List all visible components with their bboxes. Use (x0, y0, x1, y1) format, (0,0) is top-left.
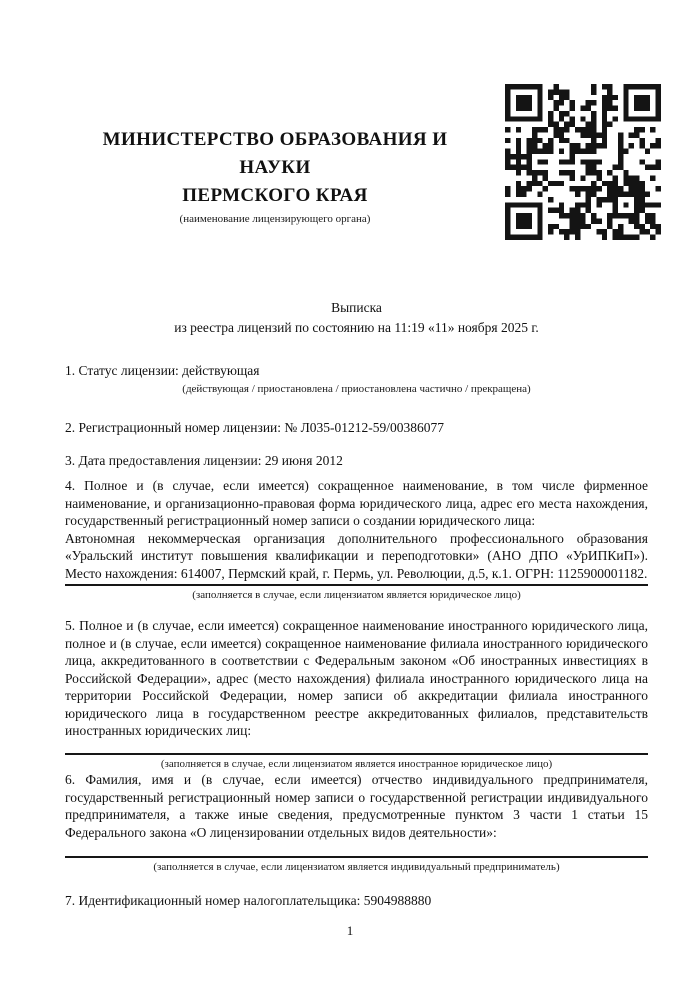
taxpayer-number-section (65, 892, 648, 910)
page-number: 1 (346, 923, 354, 938)
license-number-section (65, 419, 648, 437)
license-status-text: 1. Статус лицензии: действующая (65, 363, 260, 378)
license-date-section (65, 452, 648, 470)
entrepreneur-note: (заполняется в случае, если лицензиатом является индивидуальный предприниматель) (153, 861, 560, 873)
legal-entity-section (65, 477, 648, 602)
foreign-entity-heading: 5. Полное и (в случае, если имеется) сокращенное наименование иностранного юридического лица, полное и (в случае, если имеется) сокращенное наименование филиала иностранного юридического лица, аккредитованного в соответствии с Федеральным законом «Об иностранных инвестициях в Российской Федерации», адрес (место нахождения) филиала иностранного юридического лица на территории Российской Федерации, номер записи об аккредитации филиала иностранного юридического лица в государственном реестре аккредитованных филиалов, представительств иностранных юридических лиц: (65, 618, 648, 738)
foreign-entity-section (65, 617, 648, 771)
ministry-name-line2: ПЕРМСКОГО КРАЯ (182, 185, 368, 206)
legal-entity-value: Автономная некоммерческая организация дополнительного профессионального образования «Уральский институт повышения квалификации и переподготовки» (АНО ДПО «УрИПКиП»). Место нахождения: 614007, Пермский край, г. Пермь, ул. Революции, д.5, к.1. ОГРН: 1125900001182. (65, 530, 648, 581)
foreign-entity-note: (заполняется в случае, если лицензиатом является иностранное юридическое лицо) (160, 757, 553, 770)
licensing-authority-caption: (наименование лицензирующего органа) (179, 213, 371, 225)
document-title-line1: Выписка (331, 300, 382, 315)
entrepreneur-heading: 6. Фамилия, имя и (в случае, если имеется) отчество индивидуального предпринимателя, государственный регистрационный номер записи о государственной регистрации индивидуального предпринимателя, а также иные сведения, предусмотренные пунктом 3 части 1 статьи 15 Федерального закона «О лицензировании отдельных видов деятельности»: (65, 772, 648, 840)
legal-entity-heading: 4. Полное и (в случае, если имеется) сокращенное наименование, в том числе фирменное наименование, и организационно-правовая форма юридического лица, адрес его места нахождения, государственный регистрационный номер записи о создании юридического лица: (65, 478, 648, 528)
license-number-text: 2. Регистрационный номер лицензии: № Л035-01212-59/00386077 (65, 420, 445, 435)
license-status-options-note: (действующая / приостановлена / приостановлена частично / прекращена) (182, 382, 531, 395)
qr-code (505, 84, 661, 240)
document-title-line2: из реестра лицензий по состоянию на 11:19 «11» ноября 2025 г. (174, 320, 539, 335)
ministry-name-line1: МИНИСТЕРСТВО ОБРАЗОВАНИЯ И НАУКИ (102, 129, 448, 178)
ministry-name (65, 126, 485, 210)
document-title (65, 298, 648, 338)
legal-entity-note: (заполняется в случае, если лицензиатом является юридическое лицо) (192, 589, 521, 601)
fill-line (65, 584, 648, 586)
entrepreneur-section (65, 771, 648, 874)
taxpayer-number-text: 7. Идентификационный номер налогоплательщика: 5904988880 (65, 893, 432, 908)
licensing-authority-header (65, 126, 485, 226)
fill-line (65, 856, 648, 858)
fill-line (65, 753, 648, 755)
license-status-section (65, 362, 648, 396)
license-date-text: 3. Дата предоставления лицензии: 29 июня 2012 (65, 453, 343, 468)
